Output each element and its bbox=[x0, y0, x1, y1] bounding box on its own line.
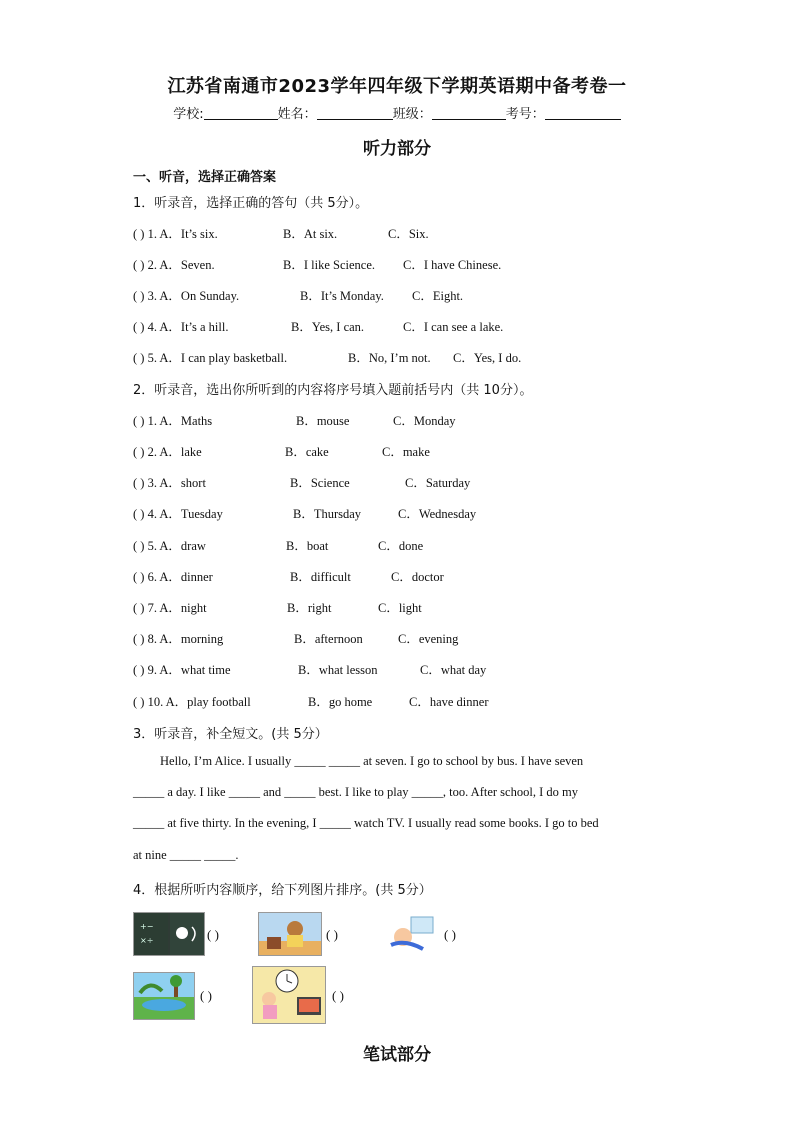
q1-item-b: B．It’s Monday. bbox=[300, 289, 384, 303]
school-label: 学校: bbox=[173, 107, 204, 122]
q1-item-c: C．I have Chinese. bbox=[403, 258, 502, 272]
q1-item-b: B．I like Science. bbox=[283, 258, 375, 272]
picture-lake-landscape bbox=[133, 972, 195, 1020]
q2-item-a: ( ) 2. A．lake bbox=[133, 445, 202, 459]
q1-item-b: B．Yes, I can. bbox=[291, 320, 365, 334]
name-blank[interactable] bbox=[317, 106, 393, 120]
q2-item-c: C．evening bbox=[398, 632, 459, 646]
q2-item-c: C．Monday bbox=[393, 414, 456, 428]
q2-item-c: C．what day bbox=[420, 663, 487, 677]
blackboard-illustration bbox=[134, 913, 204, 955]
question-3-title: 3．听录音，补全短文。(共 5分） bbox=[133, 727, 328, 742]
exam-title: 江苏省南通市2023学年四年级下学期英语期中备考卷一 bbox=[167, 76, 627, 97]
svg-text:+−: +− bbox=[140, 922, 154, 931]
q2-item-b: B．go home bbox=[308, 695, 373, 709]
q1-item-c: C．Six. bbox=[388, 227, 429, 241]
q2-item-c: C．have dinner bbox=[409, 695, 489, 709]
answer-paren-2[interactable]: ( ) bbox=[326, 927, 338, 942]
part1-title: 一、听音，选择正确答案 bbox=[133, 170, 277, 185]
q2-item-a: ( ) 6. A．dinner bbox=[133, 570, 213, 584]
svg-text:×÷: ×÷ bbox=[140, 936, 154, 945]
written-section-heading: 笔试部分 bbox=[363, 1045, 431, 1065]
q3-line-1: Hello, I’m Alice. I usually _____ _____ at seven. I go to school by bus. I have seven bbox=[160, 754, 584, 768]
q2-item-c: C．doctor bbox=[391, 570, 444, 584]
q2-item-b: B．afternoon bbox=[294, 632, 363, 646]
q3-line-3: _____ at five thirty. In the evening, I _____ watch TV. I usually read some books. I go to bed bbox=[133, 816, 599, 830]
q1-item-b: B．No, I’m not. bbox=[348, 351, 431, 365]
number-label: 考号： bbox=[505, 107, 545, 122]
q2-item-a: ( ) 7. A．night bbox=[133, 601, 207, 615]
child-illustration bbox=[385, 913, 437, 955]
q2-item-a: ( ) 10. A．play football bbox=[133, 695, 251, 709]
q1-item-c: C．I can see a lake. bbox=[403, 320, 504, 334]
q2-item-a: ( ) 1. A．Maths bbox=[133, 414, 213, 428]
q2-item-c: C．Saturday bbox=[405, 476, 471, 490]
picture-clock-tv bbox=[252, 966, 326, 1024]
picture-blackboard bbox=[133, 912, 205, 956]
q2-item-c: C．light bbox=[378, 601, 422, 615]
answer-paren-5[interactable]: ( ) bbox=[332, 988, 344, 1003]
q2-item-c: C．make bbox=[382, 445, 430, 459]
q2-item-b: B．right bbox=[287, 601, 332, 615]
q2-item-b: B．difficult bbox=[290, 570, 351, 584]
q2-item-a: ( ) 4. A．Tuesday bbox=[133, 507, 223, 521]
school-blank[interactable] bbox=[204, 106, 278, 120]
q2-item-b: B．boat bbox=[286, 539, 329, 553]
class-blank[interactable] bbox=[432, 106, 506, 120]
q1-item-a: ( ) 2. A．Seven. bbox=[133, 258, 215, 272]
q2-item-a: ( ) 5. A．draw bbox=[133, 539, 206, 553]
q2-item-a: ( ) 9. A．what time bbox=[133, 663, 231, 677]
answer-paren-3[interactable]: ( ) bbox=[444, 927, 456, 942]
q1-item-c: C．Eight. bbox=[412, 289, 464, 303]
q3-line-4: at nine _____ _____. bbox=[133, 848, 239, 862]
question-2-title: 2．听录音，选出你所听到的内容将序号填入题前括号内（共 10分）。 bbox=[133, 383, 533, 398]
answer-paren-4[interactable]: ( ) bbox=[200, 988, 212, 1003]
clock-tv-illustration bbox=[253, 967, 325, 1023]
picture-bear-school bbox=[258, 912, 322, 956]
q1-item-a: ( ) 4. A．It’s a hill. bbox=[133, 320, 229, 334]
q1-item-c: C．Yes, I do. bbox=[453, 351, 522, 365]
answer-paren-1[interactable]: ( ) bbox=[207, 927, 219, 942]
q2-item-b: B．Thursday bbox=[293, 507, 362, 521]
bear-illustration bbox=[259, 913, 321, 955]
picture-child-sleeping bbox=[384, 912, 438, 956]
landscape-illustration bbox=[134, 973, 194, 1019]
q2-item-b: B．mouse bbox=[296, 414, 350, 428]
q1-item-b: B．At six. bbox=[283, 227, 338, 241]
q1-item-a: ( ) 5. A．I can play basketball. bbox=[133, 351, 288, 365]
q2-item-c: C．Wednesday bbox=[398, 507, 477, 521]
q2-item-b: B．cake bbox=[285, 445, 329, 459]
q1-item-a: ( ) 1. A．It’s six. bbox=[133, 227, 218, 241]
listening-section-heading: 听力部分 bbox=[363, 139, 431, 159]
q2-item-b: B．Science bbox=[290, 476, 350, 490]
question-1-title: 1．听录音，选择正确的答句（共 5分）。 bbox=[133, 196, 369, 211]
q1-item-a: ( ) 3. A．On Sunday. bbox=[133, 289, 240, 303]
q2-item-a: ( ) 3. A．short bbox=[133, 476, 206, 490]
q2-item-c: C．done bbox=[378, 539, 424, 553]
q3-line-2: _____ a day. I like _____ and _____ best. I like to play _____, too. After school, I do my bbox=[133, 785, 578, 799]
number-blank[interactable] bbox=[545, 106, 621, 120]
q2-item-b: B．what lesson bbox=[298, 663, 378, 677]
student-info-line bbox=[0, 103, 794, 122]
question-4-title: 4．根据所听内容顺序，给下列图片排序。(共 5分） bbox=[133, 883, 432, 898]
class-label: 班级： bbox=[392, 107, 432, 122]
q2-item-a: ( ) 8. A．morning bbox=[133, 632, 224, 646]
name-label: 姓名： bbox=[277, 107, 317, 122]
